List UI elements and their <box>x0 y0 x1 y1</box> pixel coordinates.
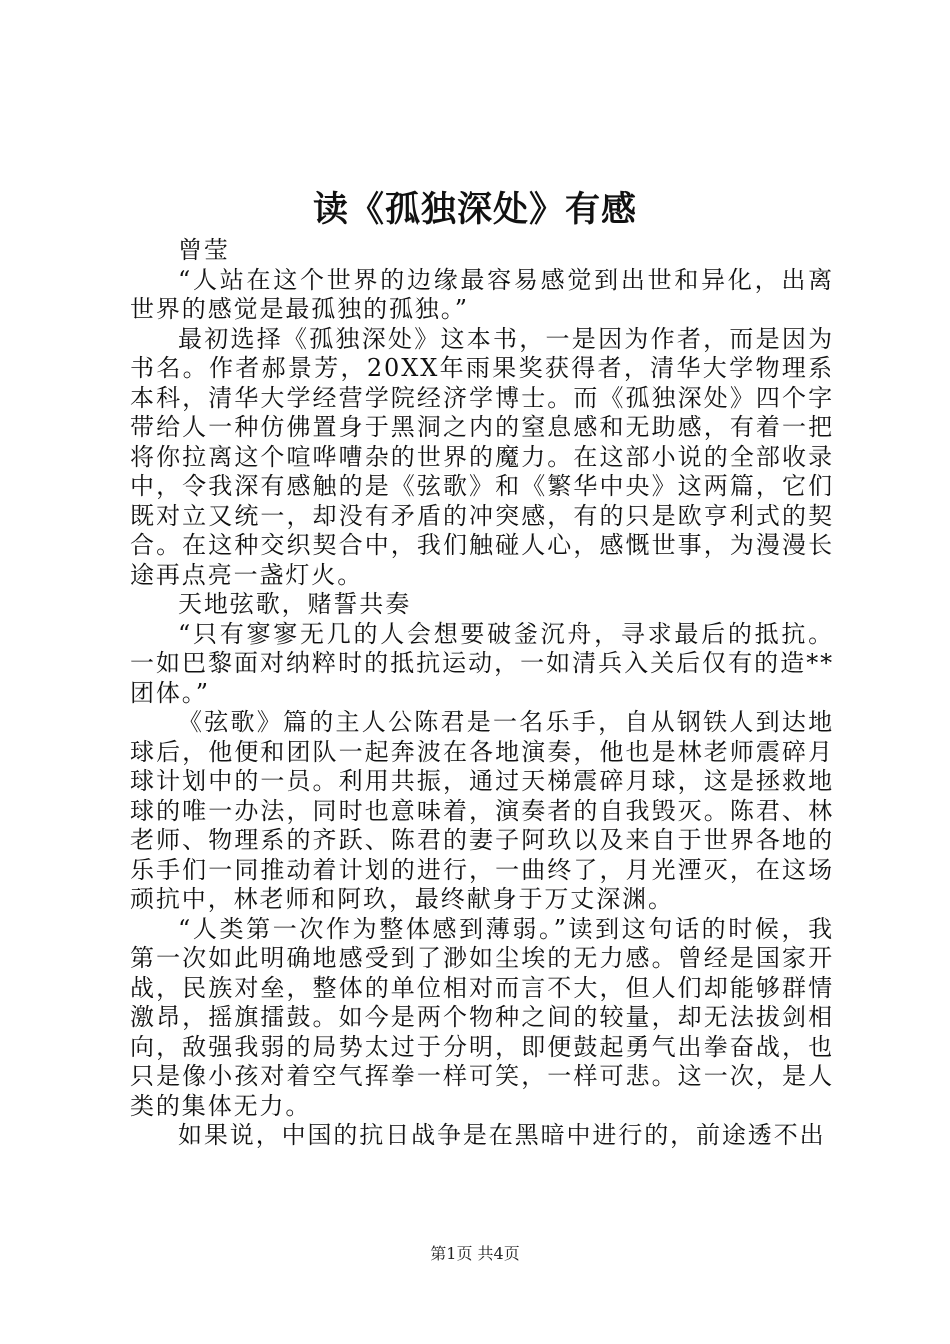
paragraph-intro: 最初选择《孤独深处》这本书，一是因为作者，而是因为书名。作者郝景芳，20XX年雨果奖获得者，清华大学物理系本科，清华大学经营学院经济学博士。而《孤独深处》四个字带给人一种仿佛置身于黑洞之内的窒息感和无助感，有着一把将你拉离这个喧哗嘈杂的世界的魔力。在这部小说的全部收录中，令我深有感触的是《弦歌》和《繁华中央》这两篇，它们既对立又统一，却没有矛盾的冲突感，有的只是欧亨利式的契合。在这种交织契合中，我们触碰人心，感慨世事，为漫漫长途再点亮一盏灯火。 <box>130 324 834 589</box>
author-name: 曾莹 <box>178 236 230 264</box>
document-title: 读《孤独深处》有感 <box>312 189 637 230</box>
paragraph-reflection: “人类第一次作为整体感到薄弱。”读到这句话的时候，我第一次如此明确地感受到了渺如尘埃的无力感。曾经是国家开战，民族对垒，整体的单位相对而言不大，但人们却能够群情激昂，摇旗擂鼓。如今是两个物种之间的较量，却无法拔剑相向，敌强我弱的局势太过于分明，即便鼓起勇气出拳奋战，也只是像小孩对着空气挥拳一样可笑，一样可悲。这一次，是人类的集体无力。 <box>130 914 834 1120</box>
paragraph-quote-1: “人站在这个世界的边缘最容易感觉到出世和异化，出离世界的感觉是最孤独的孤独。” <box>130 265 834 323</box>
page-footer: 第1页 共4页 <box>430 1244 520 1263</box>
paragraph-quote-2: “只有寥寥无几的人会想要破釜沉舟，寻求最后的抵抗。一如巴黎面对纳粹时的抵抗运动，一如清兵入关后仅有的造**团体。” <box>130 619 834 707</box>
paragraph-xiange: 《弦歌》篇的主人公陈君是一名乐手，自从钢铁人到达地球后，他便和团队一起奔波在各地演奏，他也是林老师震碎月球计划中的一员。利用共振，通过天梯震碎月球，这是拯救地球的唯一办法，同时也意味着，演奏者的自我毁灭。陈君、林老师、物理系的齐跃、陈君的妻子阿玖以及来自于世界各地的乐手们一同推动着计划的进行，一曲终了，月光湮灭，在这场顽抗中，林老师和阿玖，最终献身于万丈深渊。 <box>130 708 834 913</box>
paragraph-continued: 如果说，中国的抗日战争是在黑暗中进行的，前途透不出 <box>178 1121 826 1149</box>
section-heading: 天地弦歌，赌誓共奏 <box>178 590 412 618</box>
document-body <box>130 236 834 1151</box>
